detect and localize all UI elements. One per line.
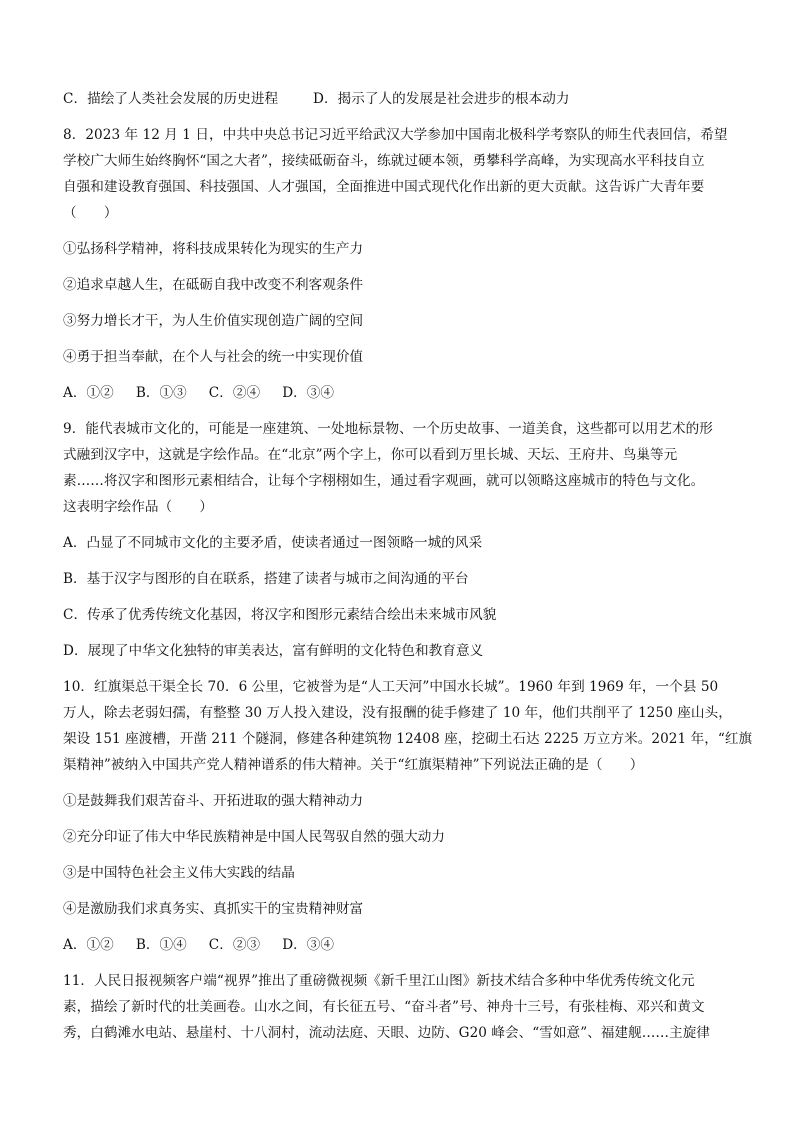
q10-item: ④是激励我们求真务实、真抓实干的宝贵精神财富 [63,901,364,917]
q8-choices [63,380,731,406]
exam-page [63,86,753,1046]
q8-choice-d: D．③④ [282,385,335,401]
q10-choices [63,932,731,958]
q10-choice-d: D．③④ [282,937,335,953]
q8-choice-c: C．②④ [208,385,261,401]
q10-stem-line: 万人，除去老弱妇孺，有整整 30 万人投入建设，没有报酬的徒手修建了 10 年，他们共削平了 1250 座山头， [63,705,732,721]
q9-stem-line: 9．能代表城市文化的，可能是一座建筑、一处地标景物、一个历史故事、一道美食，这些都可以用艺术的形 [63,421,713,437]
q9-option-c: C．传承了优秀传统文化基因，将汉字和图形元素结合绘出未来城市风貌 [63,607,497,623]
q8-item: ②追求卓越人生，在砥砺自我中改变不利客观条件 [63,277,364,293]
q10-stem-line: 架设 151 座渡槽，开凿 211 个隧洞，修建各种建筑物 12408 座，挖砌土石达 2225 万立方米。2021 年，“红旗 [63,731,753,747]
q7-options-row [63,86,731,112]
q10-choice-a: A．①② [63,937,114,953]
q8-choice-b: B．①③ [135,385,187,401]
q8-stem-line: 学校广大师生始终胸怀“国之大者”，接续砥砺奋斗，练就过硬本领，勇攀科学高峰，为实现高水平科技自立 [63,153,705,169]
q8-stem-line: 自强和建设教育强国、科技强国、人才强国，全面推进中国式现代化作出新的更大贡献。这告诉广大青年要 [63,179,705,195]
q10-stem-line: 10．红旗渠总干渠全长 70．6 公里，它被誉为是“人工天河”中国水长城”。1960 年到 1969 年，一个县 50 [63,679,719,695]
q7-option-c: C．描绘了人类社会发展的历史进程 [63,91,279,107]
question-10 [63,674,753,778]
question-11 [63,968,731,1046]
q9-stem-line: 这表明字绘作品（ ） [63,499,214,515]
q10-stem-line: 渠精神”被纳入中国共产党人精神谱系的伟大精神。关于“红旗渠精神”下列说法正确的是（ ） [63,757,644,773]
q9-option-a: A．凸显了不同城市文化的主要矛盾，使读者通过一图领略一城的风采 [63,535,483,551]
question-8 [63,122,731,226]
q9-stem-line: 式融到汉字中，这就是字绘作品。在“北京”两个字上，你可以看到万里长城、天坛、王府井、鸟巢等元 [63,447,678,463]
q11-stem-line: 秀，白鹤滩水电站、悬崖村、十八洞村，流动法庭、天眼、边防、G20 峰会、“雪如意”、福建舰……主旋律 [63,1025,710,1041]
q8-choice-a: A．①② [63,385,114,401]
q9-option-b: B．基于汉字与图形的自在联系，搭建了读者与城市之间沟通的平台 [63,571,469,587]
q10-item: ③是中国特色社会主义伟大实践的结晶 [63,865,295,881]
q11-stem-line: 素，描绘了新时代的壮美画卷。山水之间，有长征五号、“奋斗者”号、神舟十三号，有张桂梅、邓兴和黄文 [63,999,705,1015]
q9-stem-line: 素……将汉字和图形元素相结合，让每个字栩栩如生，通过看字观画，就可以领略这座城市的特色与文化。 [63,473,705,489]
q9-option-d: D．展现了中华文化独特的审美表达，富有鲜明的文化特色和教育意义 [63,643,484,659]
q7-option-d: D．揭示了人的发展是社会进步的根本动力 [313,91,570,107]
q10-item: ①是鼓舞我们艰苦奋斗、开拓进取的强大精神动力 [63,793,364,809]
q10-choice-b: B．①④ [135,937,187,953]
q8-stem-line: 8．2023 年 12 月 1 日，中共中央总书记习近平给武汉大学参加中国南北极科学考察队的师生代表回信，希望 [63,127,728,143]
q10-choice-c: C．②③ [208,937,261,953]
q8-stem-line: （ ） [63,205,118,221]
q8-item: ③努力增长才干，为人生价值实现创造广阔的空间 [63,313,364,329]
q11-stem-line: 11．人民日报视频客户端“视界”推出了重磅微视频《新千里江山图》新技术结合多种中华优秀传统文化元 [63,973,695,989]
q8-item: ①弘扬科学精神，将科技成果转化为现实的生产力 [63,241,364,257]
q10-item: ②充分印证了伟大中华民族精神是中国人民驾驭自然的强大动力 [63,829,446,845]
q8-item: ④勇于担当奉献，在个人与社会的统一中实现价值 [63,349,364,365]
question-9 [63,416,731,520]
